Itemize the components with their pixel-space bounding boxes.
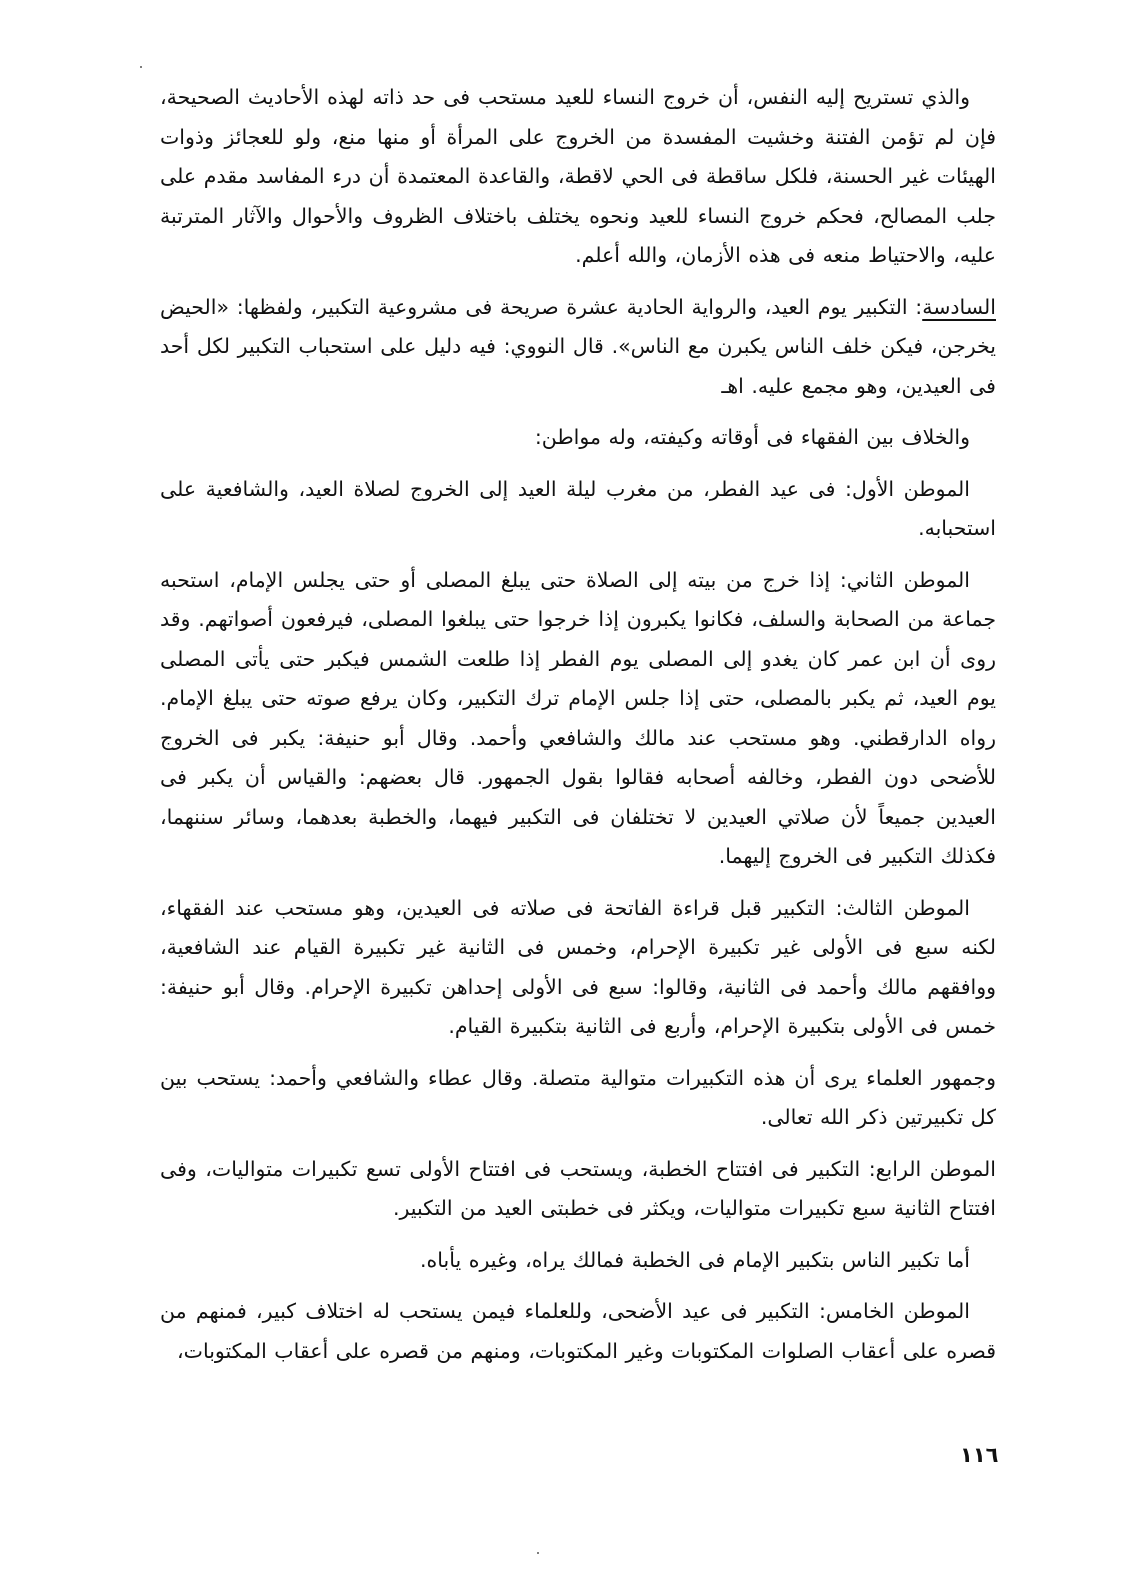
page-number: ١١٦ bbox=[960, 1443, 999, 1467]
paragraph-sixth-text: : التكبير يوم العيد، والرواية الحادية عشرة صريحة فى مشروعية التكبير، ولفظها: «الحيض يخرجن، فيكن خلف الناس يكبرن مع الناس». قال النووي: فيه دليل على استحباب التكبير لكل أحد فى العيدين، وهو مجمع عليه. اهـ bbox=[160, 294, 996, 398]
section-heading-sixth: السادسة bbox=[922, 294, 996, 319]
paragraph-people-takbir: أما تكبير الناس بتكبير الإمام فى الخطبة فمالك يراه، وغيره يأباه. bbox=[420, 1247, 970, 1272]
paragraph-fifth-occasion: الموطن الخامس: التكبير فى عيد الأضحى، وللعلماء فيمن يستحب له اختلاف كبير، فمنهم من قصره على أعقاب الصلوات المكتوبات وغير المكتوبات، ومنهم من قصره على أعقاب المكتوبات، bbox=[160, 1299, 996, 1363]
paragraph-disagreement: والخلاف بين الفقهاء فى أوقاته وكيفته، وله مواطن: bbox=[534, 425, 970, 449]
paragraph-third-occasion: الموطن الثالث: التكبير قبل قراءة الفاتحة فى صلاته فى العيدين، وهو مستحب عند الفقهاء، لكنه سبع فى الأولى غير تكبيرة الإحرام، وخمس فى الثانية غير تكبيرة القيام عند الشافعية، ووافقهم مالك وأحمد فى الثانية، وقالوا: سبع فى الأولى إحداهن تكبيرة الإحرام. وقال أبو حنيفة: خمس فى الأولى بتكبيرة الإحرام، وأربع فى الثانية بتكبيرة القيام. bbox=[160, 895, 996, 1038]
paragraph-majority-view: وجمهور العلماء يرى أن هذه التكبيرات متوالية متصلة. وقال عطاء والشافعي وأحمد: يستحب بين كل تكبيرتين ذكر الله تعالى. bbox=[160, 1065, 996, 1129]
paragraph-fourth-occasion: الموطن الرابع: التكبير فى افتتاح الخطبة، ويستحب فى افتتاح الأولى تسع تكبيرات متواليات، وفى افتتاح الثانية سبع تكبيرات متواليات، ويكثر فى خطبتى العيد من التكبير. bbox=[160, 1156, 996, 1220]
paragraph-second-occasion: الموطن الثاني: إذا خرج من بيته إلى الصلاة حتى يبلغ المصلى أو حتى يجلس الإمام، استحبه جماعة من الصحابة والسلف، فكانوا يكبرون إذا خرجوا حتى يبلغوا المصلى، فيرفعون أصواتهم. وقد روى أن ابن عمر كان يغدو إلى المصلى يوم الفطر إذا طلعت الشمس فيكبر حتى يأتى المصلى يوم العيد، ثم يكبر بالمصلى، حتى إذا جلس الإمام ترك التكبير، وكان يرفع صوته حتى يبلغ الإمام. رواه الدارقطني. وهو مستحب عند مالك والشافعي وأحمد. وقال أبو حنيفة: يكبر فى الخروج للأضحى دون الفطر، وخالفه أصحابه فقالوا بقول الجمهور. قال بعضهم: والقياس أن يكبر فى العيدين جميعاً لأن صلاتي العيدين لا تختلفان فى التكبير فيهما، والخطبة بعدهما، وسائر سننهما، فكذلك التكبير فى الخروج إليهما. bbox=[160, 567, 996, 868]
scan-speck bbox=[537, 1552, 539, 1554]
paragraph-womens-eid: والذي تستريح إليه النفس، أن خروج النساء للعيد مستحب فى حد ذاته لهذه الأحاديث الصحيحة، فإن لم تؤمن الفتنة وخشيت المفسدة من الخروج على المرأة أو منها منع، ولو للعجائز وذوات الهيئات غير الحسنة، فلكل ساقطة فى الحي لاقطة، والقاعدة المعتمدة أن درء المفاسد مقدم على جلب المصالح، فحكم خروج النساء للعيد ونحوه يختلف باختلاف الظروف والأحوال والآثار المترتبة عليه، والاحتياط منعه فى هذه الأزمان، والله أعلم. bbox=[160, 85, 996, 267]
paragraph-sixth-takbir bbox=[160, 288, 996, 407]
scan-speck bbox=[140, 66, 142, 68]
page-body bbox=[160, 78, 996, 1377]
paragraph-first-occasion: الموطن الأول: فى عيد الفطر، من مغرب ليلة العيد إلى الخروج لصلاة العيد، والشافعية على استحبابه. bbox=[160, 476, 996, 540]
